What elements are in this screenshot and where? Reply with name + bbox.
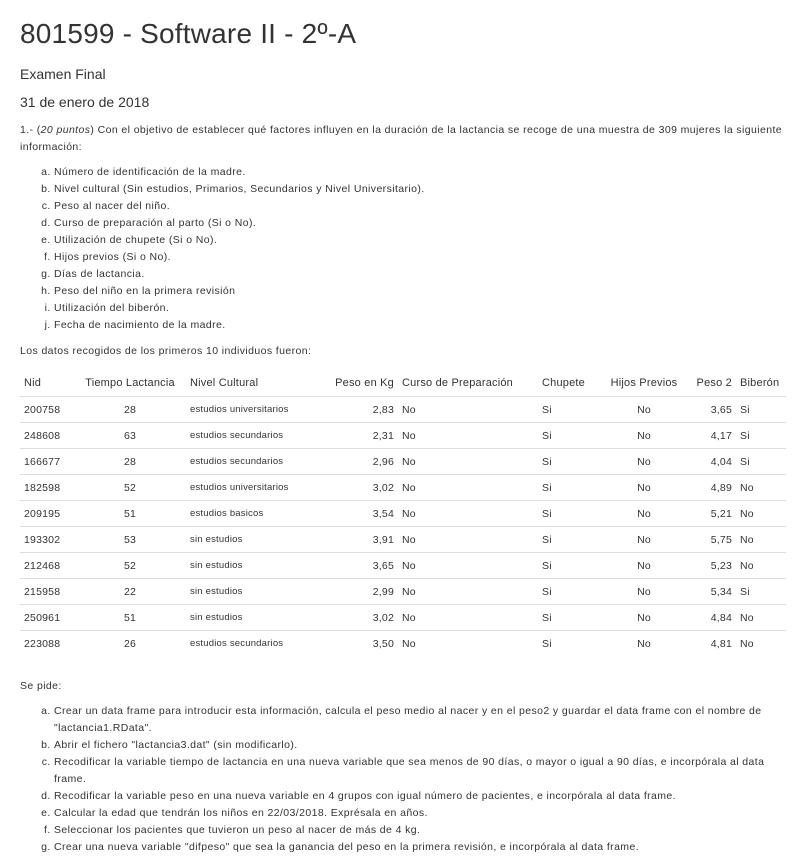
table-cell: No xyxy=(600,449,688,475)
tasks-intro: Se pide: xyxy=(20,680,62,692)
table-row xyxy=(20,605,786,631)
table-cell: 4,84 xyxy=(688,605,736,631)
table-cell: 28 xyxy=(74,397,186,423)
question-points: 20 puntos xyxy=(40,124,91,136)
column-header: Peso 2 xyxy=(688,370,736,397)
table-cell: No xyxy=(600,423,688,449)
table-cell: 51 xyxy=(74,605,186,631)
table-cell: Si xyxy=(538,605,600,631)
table-row xyxy=(20,475,786,501)
variables-list xyxy=(20,164,790,334)
variable-item: i. Utilización del biberón. xyxy=(54,300,790,317)
table-cell: No xyxy=(398,553,538,579)
table-cell: Si xyxy=(538,527,600,553)
table-row xyxy=(20,631,786,657)
table-cell: No xyxy=(398,449,538,475)
column-header: Biberón xyxy=(736,370,786,397)
table-cell: 26 xyxy=(74,631,186,657)
table-cell: 209195 xyxy=(20,501,74,527)
variable-item: a. Número de identificación de la madre. xyxy=(54,164,790,181)
column-header: Chupete xyxy=(538,370,600,397)
table-cell: 3,65 xyxy=(322,553,398,579)
table-cell: estudios secundarios xyxy=(186,631,322,657)
table-row xyxy=(20,397,786,423)
task-item: a. Crear un data frame para introducir esta información, calcula el peso medio al nacer y en el peso2 y guardar el data frame con el nombre de "lactancia1.RData". xyxy=(54,703,790,737)
table-cell: No xyxy=(736,527,786,553)
table-cell: No xyxy=(736,501,786,527)
table-cell: 250961 xyxy=(20,605,74,631)
table-cell: 200758 xyxy=(20,397,74,423)
table-cell: 2,83 xyxy=(322,397,398,423)
table-cell: estudios secundarios xyxy=(186,423,322,449)
table-cell: Si xyxy=(538,475,600,501)
table-cell: No xyxy=(398,579,538,605)
page-title: 801599 - Software II - 2º-A xyxy=(20,18,357,49)
column-header: Nivel Cultural xyxy=(186,370,322,397)
table-cell: No xyxy=(600,397,688,423)
table-cell: No xyxy=(600,579,688,605)
table-cell: 2,99 xyxy=(322,579,398,605)
table-cell: No xyxy=(600,605,688,631)
table-row xyxy=(20,553,786,579)
table-cell: 2,96 xyxy=(322,449,398,475)
question-number: 1.- ( xyxy=(20,124,41,136)
table-cell: 5,21 xyxy=(688,501,736,527)
table-cell: 248608 xyxy=(20,423,74,449)
table-cell: 4,81 xyxy=(688,631,736,657)
table-cell: 3,50 xyxy=(322,631,398,657)
table-cell: No xyxy=(736,631,786,657)
column-header: Hijos Previos xyxy=(600,370,688,397)
table-cell: 52 xyxy=(74,553,186,579)
table-cell: sin estudios xyxy=(186,605,322,631)
table-cell: No xyxy=(736,553,786,579)
task-item: b. Abrir el fichero "lactancia3.dat" (sin modificarlo). xyxy=(54,737,790,754)
table-cell: Si xyxy=(538,501,600,527)
table-cell: 193302 xyxy=(20,527,74,553)
table-cell: 52 xyxy=(74,475,186,501)
column-header: Curso de Preparación xyxy=(398,370,538,397)
variable-item: g. Días de lactancia. xyxy=(54,266,790,283)
task-item: e. Calcular la edad que tendrán los niños en 22/03/2018. Exprésala en años. xyxy=(54,805,790,822)
table-cell: 51 xyxy=(74,501,186,527)
table-cell: 5,34 xyxy=(688,579,736,605)
question-1 xyxy=(20,122,790,156)
table-cell: No xyxy=(398,397,538,423)
table-cell: 4,17 xyxy=(688,423,736,449)
table-body xyxy=(20,397,786,657)
table-cell: 3,02 xyxy=(322,475,398,501)
table-cell: No xyxy=(398,605,538,631)
table-header-row xyxy=(20,370,786,397)
task-item: f. Seleccionar los pacientes que tuvieron un peso al nacer de más de 4 kg. xyxy=(54,822,790,839)
table-cell: 5,23 xyxy=(688,553,736,579)
table-cell: 3,54 xyxy=(322,501,398,527)
data-intro: Los datos recogidos de los primeros 10 individuos fueron: xyxy=(20,345,312,357)
table-cell: estudios universitarios xyxy=(186,475,322,501)
table-cell: Si xyxy=(736,579,786,605)
task-item: c. Recodificar la variable tiempo de lactancia en una nueva variable que sea menos de 90 días, o mayor o igual a 90 días, e incorpórala al data frame. xyxy=(54,754,790,788)
table-cell: 4,89 xyxy=(688,475,736,501)
variable-item: c. Peso al nacer del niño. xyxy=(54,198,790,215)
column-header: Tiempo Lactancia xyxy=(74,370,186,397)
table-cell: No xyxy=(600,501,688,527)
table-cell: Si xyxy=(538,449,600,475)
table-cell: 166677 xyxy=(20,449,74,475)
table-row xyxy=(20,527,786,553)
table-cell: No xyxy=(398,475,538,501)
column-header: Nid xyxy=(20,370,74,397)
table-cell: Si xyxy=(538,579,600,605)
table-cell: Si xyxy=(538,631,600,657)
table-cell: sin estudios xyxy=(186,579,322,605)
exam-date: 31 de enero de 2018 xyxy=(20,94,150,110)
table-row xyxy=(20,423,786,449)
table-cell: Si xyxy=(736,423,786,449)
table-cell: No xyxy=(398,527,538,553)
table-cell: estudios secundarios xyxy=(186,449,322,475)
table-cell: No xyxy=(736,475,786,501)
table-cell: 22 xyxy=(74,579,186,605)
task-item: g. Crear una nueva variable "difpeso" que sea la ganancia del peso en la primera revisión, e incorpórala al data frame. xyxy=(54,839,790,856)
table-row xyxy=(20,449,786,475)
variable-item: d. Curso de preparación al parto (Si o No). xyxy=(54,215,790,232)
variable-item: h. Peso del niño en la primera revisión xyxy=(54,283,790,300)
table-cell: 63 xyxy=(74,423,186,449)
table-cell: estudios universitarios xyxy=(186,397,322,423)
column-header: Peso en Kg xyxy=(322,370,398,397)
table-cell: 28 xyxy=(74,449,186,475)
table-cell: 212468 xyxy=(20,553,74,579)
tasks-list xyxy=(20,703,790,856)
data-table xyxy=(20,370,786,656)
table-cell: No xyxy=(600,631,688,657)
table-cell: 215958 xyxy=(20,579,74,605)
question-text: ) Con el objetivo de establecer qué factores influyen en la duración de la lactancia se recoge de una muestra de 309 mujeres la siguiente información: xyxy=(20,124,783,153)
table-cell: Si xyxy=(736,397,786,423)
table-cell: 223088 xyxy=(20,631,74,657)
table-cell: estudios basicos xyxy=(186,501,322,527)
table-cell: No xyxy=(600,553,688,579)
table-cell: No xyxy=(736,605,786,631)
variable-item: f. Hijos previos (Si o No). xyxy=(54,249,790,266)
table-cell: 3,02 xyxy=(322,605,398,631)
table-cell: 3,65 xyxy=(688,397,736,423)
table-cell: No xyxy=(600,475,688,501)
variable-item: e. Utilización de chupete (Si o No). xyxy=(54,232,790,249)
table-cell: Si xyxy=(538,397,600,423)
table-cell: No xyxy=(398,501,538,527)
table-cell: 2,31 xyxy=(322,423,398,449)
table-cell: 3,91 xyxy=(322,527,398,553)
table-cell: sin estudios xyxy=(186,527,322,553)
table-cell: No xyxy=(600,527,688,553)
table-cell: 4,04 xyxy=(688,449,736,475)
table-cell: Si xyxy=(736,449,786,475)
table-cell: No xyxy=(398,631,538,657)
variable-item: j. Fecha de nacimiento de la madre. xyxy=(54,317,790,334)
variable-item: b. Nivel cultural (Sin estudios, Primarios, Secundarios y Nivel Universitario). xyxy=(54,181,790,198)
table-cell: 5,75 xyxy=(688,527,736,553)
table-cell: No xyxy=(398,423,538,449)
table-cell: 53 xyxy=(74,527,186,553)
table-cell: sin estudios xyxy=(186,553,322,579)
table-cell: Si xyxy=(538,553,600,579)
exam-subtitle: Examen Final xyxy=(20,66,106,82)
table-row xyxy=(20,501,786,527)
table-row xyxy=(20,579,786,605)
table-cell: 182598 xyxy=(20,475,74,501)
table-cell: Si xyxy=(538,423,600,449)
task-item: d. Recodificar la variable peso en una nueva variable en 4 grupos con igual número de pacientes, e incorpórala al data frame. xyxy=(54,788,790,805)
